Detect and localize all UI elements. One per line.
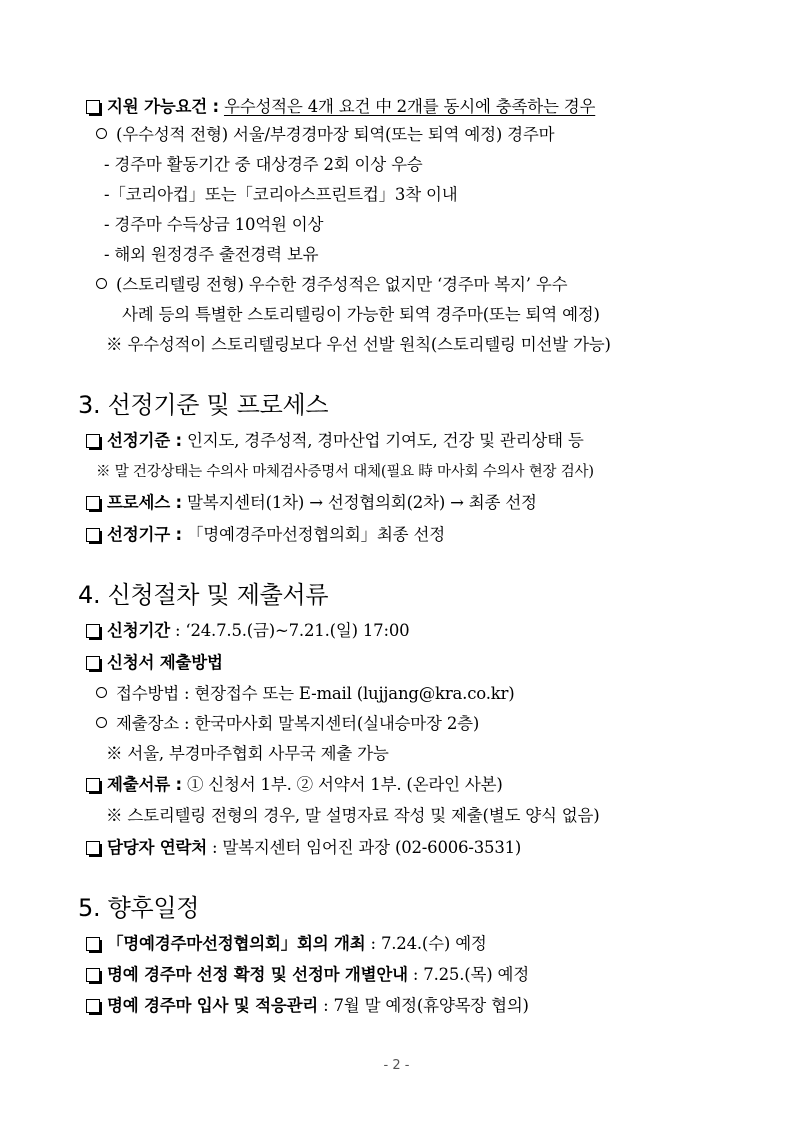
checkbox-square-icon	[86, 841, 100, 855]
schedule-text: : 7.24.(수) 예정	[370, 934, 487, 953]
checkbox-square-icon	[86, 999, 100, 1013]
checkbox-square-icon	[86, 937, 100, 951]
criteria-item: - 경주마 활동기간 중 대상경주 2회 이상 우승	[104, 155, 423, 174]
selection-criteria-text: 인지도, 경주성적, 경마산업 기여도, 건강 및 관리상태 등	[186, 431, 584, 450]
section-3-heading: 3. 선정기준 및 프로세스	[78, 391, 329, 419]
selection-criteria-item	[86, 430, 584, 452]
eligibility-text: 우수성적은 4개 요건 中 2개를 동시에 충족하는 경우	[223, 97, 596, 116]
process-text: 말복지센터(1차) → 선정협의회(2차) → 최종 선정	[186, 493, 537, 512]
section-4-heading: 4. 신청절차 및 제출서류	[78, 581, 329, 609]
contact-item	[86, 837, 521, 859]
criteria-item: - 경주마 수득상금 10억원 이상	[104, 215, 324, 234]
contact-label: 담당자 연락처	[107, 838, 207, 857]
checkbox-square-icon	[86, 656, 100, 670]
selection-criteria-label: 선정기준 :	[107, 431, 182, 450]
documents-item	[86, 774, 503, 796]
checkbox-square-icon	[86, 624, 100, 638]
application-period-text: : ‘24.7.5.(금)~7.21.(일) 17:00	[175, 621, 410, 640]
checkbox-square-icon	[86, 496, 100, 510]
criteria-item: -「코리아컵」또는「코리아스프린트컵」3착 이내	[104, 185, 458, 204]
schedule-item	[86, 964, 529, 986]
process-item	[86, 492, 537, 514]
documents-note: ※ 스토리텔링 전형의 경우, 말 설명자료 작성 및 제출(별도 양식 없음)	[106, 806, 600, 825]
process-label: 프로세스 :	[107, 493, 182, 512]
page-number: - 2 -	[383, 1058, 410, 1073]
story-track-continuation: 사례 등의 특별한 스토리텔링이 가능한 퇴역 경주마(또는 퇴역 예정)	[122, 305, 600, 324]
selection-body-text: 「명예경주마선정협의회」최종 선정	[186, 525, 445, 544]
eligibility-item	[86, 96, 595, 118]
documents-text: ① 신청서 1부. ② 서약서 1부. (온라인 사본)	[186, 775, 503, 794]
checkbox-square-icon	[86, 968, 100, 982]
submission-place-item	[96, 713, 479, 735]
circle-bullet-icon	[96, 278, 107, 289]
receipt-method-item	[96, 683, 514, 705]
performance-track-item	[96, 124, 554, 146]
application-period-label: 신청기간	[107, 621, 170, 640]
schedule-label: 명예 경주마 선정 확정 및 선정마 개별안내	[107, 965, 408, 984]
submission-place-text: 제출장소 : 한국마사회 말복지센터(실내승마장 2층)	[116, 714, 480, 733]
section-5-heading: 5. 향후일정	[78, 894, 200, 922]
receipt-method-text: 접수방법 : 현장접수 또는 E-mail (lujjang@kra.co.kr)	[116, 684, 515, 703]
submission-method-item	[86, 652, 223, 674]
checkbox-square-icon	[86, 778, 100, 792]
schedule-label: 명예 경주마 입사 및 적응관리	[107, 996, 319, 1015]
story-track-item	[96, 274, 567, 296]
selection-body-label: 선정기구 :	[107, 525, 182, 544]
selection-body-item	[86, 524, 445, 546]
application-period-item	[86, 620, 409, 642]
checkbox-square-icon	[86, 528, 100, 542]
schedule-text: : 7.25.(목) 예정	[412, 965, 530, 984]
schedule-text: : 7월 말 예정(휴양목장 협의)	[323, 996, 529, 1015]
performance-track-text: (우수성적 전형) 서울/부경경마장 퇴역(또는 퇴역 예정) 경주마	[116, 125, 555, 144]
circle-bullet-icon	[96, 128, 107, 139]
contact-text: : 말복지센터 임어진 과장 (02-6006-3531)	[212, 838, 522, 857]
schedule-label: 「명예경주마선정협의회」회의 개최	[107, 934, 366, 953]
eligibility-label: 지원 가능요건 :	[107, 97, 219, 116]
checkbox-square-icon	[86, 434, 100, 448]
submission-method-label: 신청서 제출방법	[107, 653, 223, 672]
circle-bullet-icon	[96, 687, 107, 698]
circle-bullet-icon	[96, 717, 107, 728]
criteria-item: - 해외 원정경주 출전경력 보유	[104, 245, 319, 264]
place-note: ※ 서울, 부경마주협회 사무국 제출 가능	[106, 744, 389, 763]
story-track-text: (스토리텔링 전형) 우수한 경주성적은 없지만 ‘경주마 복지’ 우수	[116, 275, 568, 294]
priority-note: ※ 우수성적이 스토리텔링보다 우선 선발 원칙(스토리텔링 미선발 가능)	[106, 335, 611, 354]
health-note: ※ 말 건강상태는 수의사 마체검사증명서 대체(필요 時 마사회 수의사 현장 검사)	[96, 464, 594, 480]
schedule-item	[86, 995, 529, 1017]
documents-label: 제출서류 :	[107, 775, 182, 794]
schedule-item	[86, 933, 487, 955]
checkbox-square-icon	[86, 100, 100, 114]
